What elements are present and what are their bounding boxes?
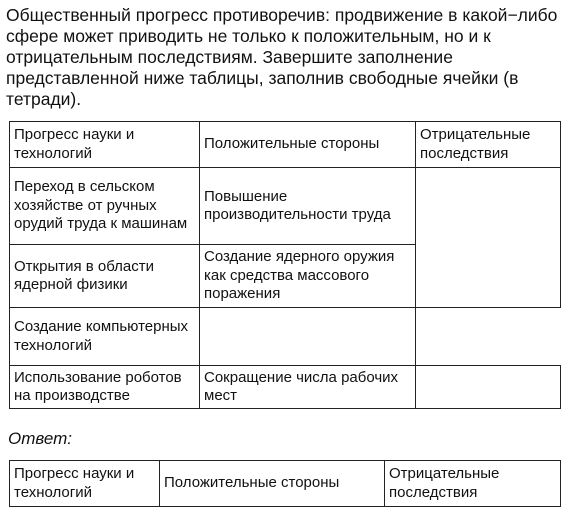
task-text: Общественный прогресс противоречив: продвижение в какой−либо сфере может приводить не только к положительным, но и к отрицательным последствиям. Завершите заполнение представленной ниже таблицы, заполнив свободные ячейки (в тетради). [6, 5, 558, 109]
header-progress: Прогресс науки и технологий [10, 122, 200, 168]
header-negative: Отрицательные последствия [416, 122, 561, 168]
progress-table [9, 121, 561, 409]
cell-positive [200, 308, 416, 366]
answer-header-negative: Отрицательные последствия [385, 461, 561, 507]
answer-header-positive: Положительные стороны [160, 461, 385, 507]
cell-negative [416, 366, 561, 409]
cell-progress: Переход в сельском хозяйстве от ручных орудий труда к машинам [10, 168, 200, 245]
table-row [10, 366, 561, 409]
cell-progress: Использование роботов на производстве [10, 366, 200, 409]
cell-positive: Повышение производительности труда [200, 168, 416, 245]
table-row [10, 168, 561, 245]
table-row [10, 308, 561, 366]
table-header-row [10, 122, 561, 168]
cell-progress: Открытия в области ядерной физики [10, 245, 200, 308]
cell-negative [416, 308, 561, 366]
answer-label: Ответ: [8, 429, 73, 448]
cell-progress: Создание компьютерных технологий [10, 308, 200, 366]
answer-header-progress: Прогресс науки и технологий [10, 461, 160, 507]
cell-positive: Сокращение числа рабочих мест [200, 366, 416, 409]
cell-negative [416, 168, 561, 308]
header-positive: Положительные стороны [200, 122, 416, 168]
cell-positive: Создание ядерного оружия как средства массового поражения [200, 245, 416, 308]
